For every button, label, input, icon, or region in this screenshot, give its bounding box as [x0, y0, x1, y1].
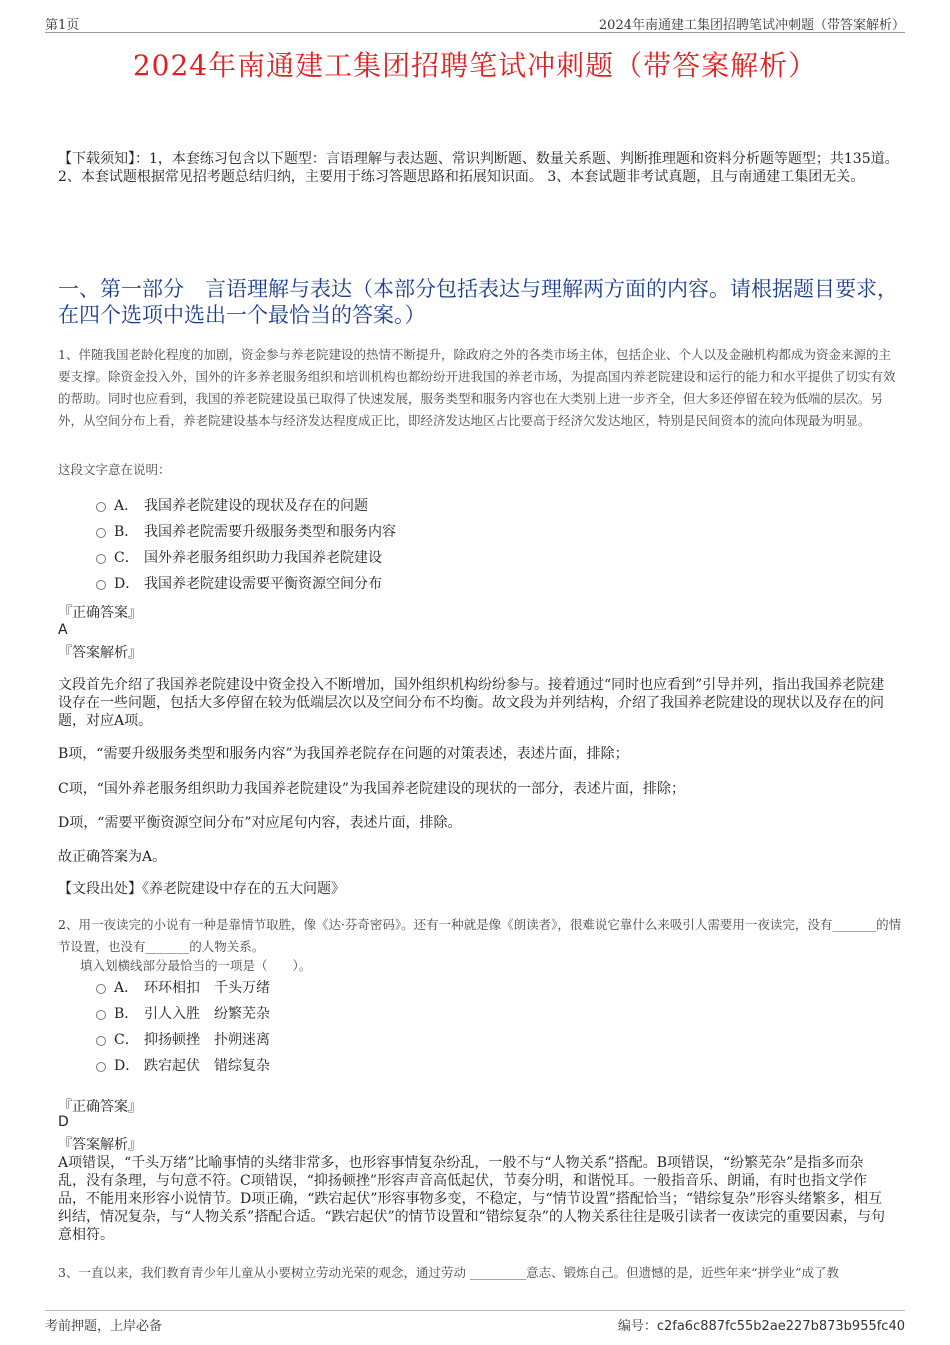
- footer-slogan: 考前押题，上岸必备: [45, 1319, 163, 1334]
- option-a[interactable]: A． 环环相扣 千头万绪: [96, 974, 796, 1000]
- analysis-paragraph: C项，“国外养老服务组织助力我国养老院建设”为我国养老院建设的现状的一部分，表述片面，排除；: [58, 781, 686, 797]
- analysis-paragraph: 文段首先介绍了我国养老院建设中资金投入不断增加，国外组织机构纷纷参与。接着通过“同时也应看到”引导并列，指出我国养老院建设存在一些问题，包括大多停留在较为低端层次以及空间分布不均衡。故文段为并列结构，介绍了我国养老院建设的现状以及存在的问题，对应A项。: [58, 677, 885, 729]
- page-footer: [45, 1310, 905, 1334]
- page-header: [45, 14, 905, 33]
- question-3-text: 3、一直以来，我们教育青少年儿童从小要树立劳动光荣的观念，通过劳动 _________意志、锻炼自己。但遗憾的是，近些年来“拼学业”成了教: [58, 1265, 839, 1280]
- option-b[interactable]: B． 引人入胜 纷繁芜杂: [96, 1000, 796, 1026]
- page-number: 第1页: [45, 18, 80, 33]
- option-a[interactable]: A． 我国养老院建设的现状及存在的问题: [96, 492, 796, 518]
- section-title: 一、第一部分 言语理解与表达（本部分包括表达与理解两方面的内容。请根据题目要求，在四个选项中选出一个最恰当的答案。）: [58, 277, 898, 327]
- option-c[interactable]: C． 抑扬顿挫 扑朔迷离: [96, 1026, 796, 1052]
- question-2-text: 2、用一夜读完的小说有一种是靠情节取胜，像《达·芬奇密码》。还有一种就是像《朗读者》，很难说它靠什么来吸引人需要用一夜读完，没有_______的情节设置，也没有_______的人物关系。: [58, 917, 902, 954]
- option-d[interactable]: D． 我国养老院建设需要平衡资源空间分布: [96, 570, 796, 596]
- analysis-paragraph: D项，“需要平衡资源空间分布”对应尾句内容，表述片面，排除。: [58, 815, 462, 831]
- radio-icon[interactable]: [96, 984, 106, 994]
- question-1-text: 1、伴随我国老龄化程度的加剧，资金参与养老院建设的热情不断提升，除政府之外的各类市场主体，包括企业、个人以及金融机构都成为资金来源的主要支撑。除资金投入外，国外的许多养老服务组织和培训机构也都纷纷开进我国的养老市场，为提高国内养老院建设和运行的能力和水平提供了切实有效的帮助。同时也应看到，我国的养老院建设虽已取得了快速发展，服务类型和服务内容也在大类别上进一步齐全，但大多还停留在较为低端的层次。另外，从空间分布上看，养老院建设基本与经济发达程度成正比，即经济发达地区占比要高于经济欠发达地区，特别是民间资本的流向体现最为明显。: [58, 347, 896, 428]
- document-title: 2024年南通建工集团招聘笔试冲刺题（带答案解析）: [132, 49, 818, 82]
- answer-label: 『正确答案』: [58, 1099, 142, 1115]
- option-c[interactable]: C． 国外养老服务组织助力我国养老院建设: [96, 544, 796, 570]
- question-1-options: [96, 492, 796, 596]
- question-2-prompt: 填入划横线部分最恰当的一项是（ ）。: [80, 958, 312, 973]
- document-id: 编号：c2fa6c887fc55b2ae227b873b955fc40: [617, 1319, 905, 1334]
- analysis-paragraph: B项，“需要升级服务类型和服务内容”为我国养老院存在问题的对策表述，表述片面，排除；: [58, 746, 629, 762]
- radio-icon[interactable]: [96, 580, 106, 590]
- option-d[interactable]: D． 跌宕起伏 错综复杂: [96, 1052, 796, 1078]
- analysis-label: 『答案解析』: [58, 1137, 142, 1153]
- header-doc-title: 2024年南通建工集团招聘笔试冲刺题（带答案解析）: [598, 18, 905, 33]
- source-citation: 【文段出处】《养老院建设中存在的五大问题》: [58, 881, 345, 897]
- correct-answer: D: [58, 1114, 69, 1130]
- correct-answer: A: [58, 622, 68, 638]
- analysis-label: 『答案解析』: [58, 645, 142, 661]
- radio-icon[interactable]: [96, 528, 106, 538]
- radio-icon[interactable]: [96, 1010, 106, 1020]
- radio-icon[interactable]: [96, 502, 106, 512]
- question-1-prompt: 这段文字意在说明：: [58, 462, 171, 477]
- radio-icon[interactable]: [96, 1036, 106, 1046]
- answer-label: 『正确答案』: [58, 605, 142, 621]
- radio-icon[interactable]: [96, 554, 106, 564]
- option-b[interactable]: B． 我国养老院需要升级服务类型和服务内容: [96, 518, 796, 544]
- analysis-paragraph: 故正确答案为A。: [58, 849, 167, 865]
- question-2-options: [96, 974, 796, 1078]
- download-notice: 【下载须知】：1，本套练习包含以下题型：言语理解与表达题、常识判断题、数量关系题、判断推理题和资料分析题等题型；共135道。 2、本套试题根据常见招考题总结归纳，主要用于练习答题思路和拓展知识面。 3、本套试题非考试真题，且与南通建工集团无关。: [58, 151, 899, 185]
- radio-icon[interactable]: [96, 1062, 106, 1072]
- analysis-paragraph: A项错误，“千头万绪”比喻事情的头绪非常多，也形容事情复杂纷乱，一般不与“人物关系”搭配。B项错误，“纷繁芜杂”是指多而杂乱，没有条理，与句意不符。C项错误，“抑扬顿挫”形容声音高低起伏，节奏分明，和谐悦耳。一般指音乐、朗诵，有时也指文学作品，不能用来形容小说情节。D项正确，“跌宕起伏”形容事物多变，不稳定，与“情节设置”搭配恰当；“错综复杂”形容头绪繁多，相互纠结，情况复杂，与“人物关系”搭配合适。“跌宕起伏”的情节设置和“错综复杂”的人物关系往往是吸引读者一夜读完的重要因素，与句意相符。: [58, 1155, 885, 1243]
